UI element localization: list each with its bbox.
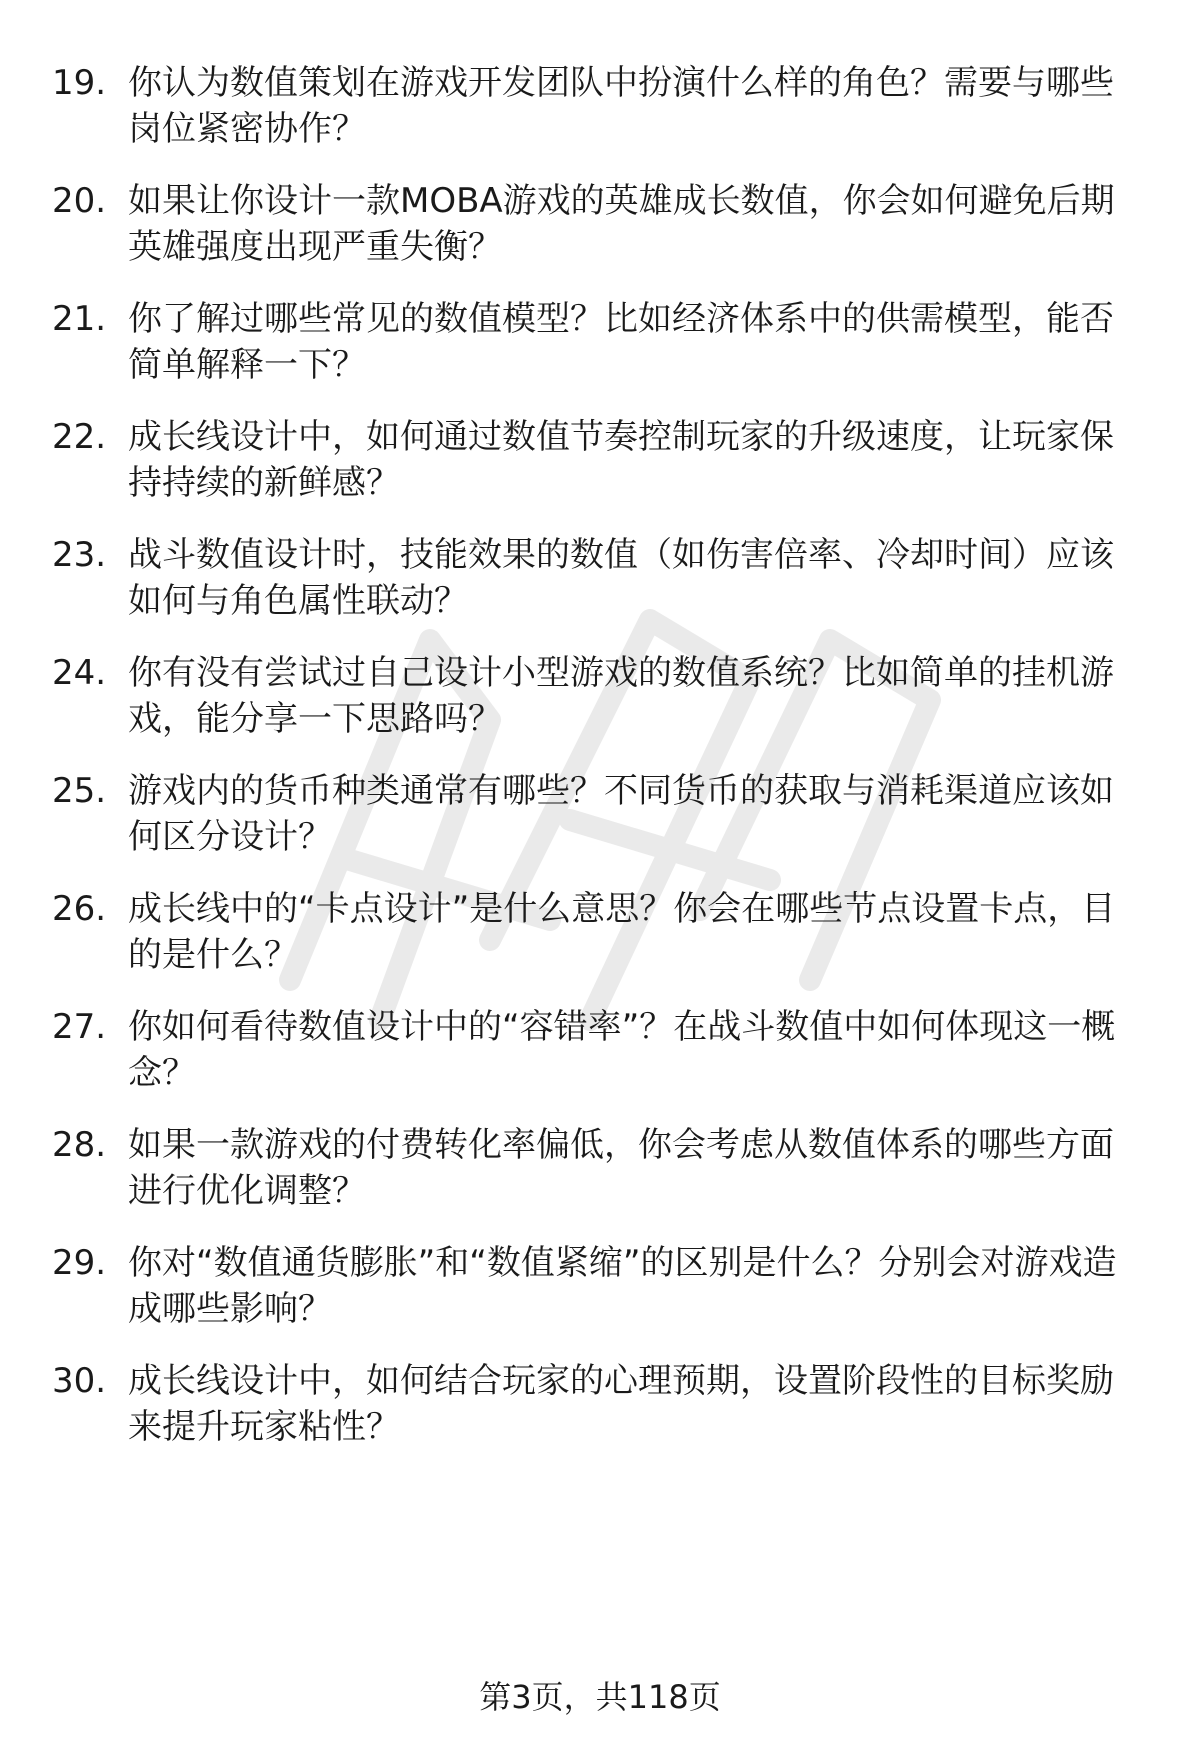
question-number: 25.	[52, 771, 107, 811]
question-number: 23.	[52, 535, 107, 575]
question-number: 24.	[52, 653, 107, 693]
question-text: 成长线中的“卡点设计”是什么意思？你会在哪些节点设置卡点，目的是什么？	[128, 889, 1116, 975]
question-number: 20.	[52, 181, 107, 221]
question-number: 21.	[52, 299, 107, 339]
question-text: 如果让你设计一款MOBA游戏的英雄成长数值，你会如何避免后期英雄强度出现严重失衡？	[128, 181, 1115, 267]
question-item	[0, 414, 1200, 534]
question-number: 30.	[52, 1361, 107, 1401]
question-item	[0, 886, 1200, 1006]
question-text: 你认为数值策划在游戏开发团队中扮演什么样的角色？需要与哪些岗位紧密协作？	[128, 63, 1114, 149]
question-number: 22.	[52, 417, 107, 457]
question-number: 26.	[52, 889, 107, 929]
question-number: 28.	[52, 1125, 107, 1165]
question-item	[0, 1240, 1200, 1360]
question-item	[0, 768, 1200, 888]
question-text: 成长线设计中，如何结合玩家的心理预期，设置阶段性的目标奖励来提升玩家粘性？	[128, 1361, 1114, 1447]
question-item	[0, 296, 1200, 416]
question-number: 19.	[52, 63, 107, 103]
question-text: 你了解过哪些常见的数值模型？比如经济体系中的供需模型，能否简单解释一下？	[128, 299, 1114, 385]
question-item	[0, 178, 1200, 298]
question-text: 成长线设计中，如何通过数值节奏控制玩家的升级速度，让玩家保持持续的新鲜感？	[128, 417, 1114, 503]
question-item	[0, 532, 1200, 652]
question-item	[0, 1358, 1200, 1478]
question-text: 你如何看待数值设计中的“容错率”？在战斗数值中如何体现这一概念？	[128, 1007, 1116, 1093]
question-text: 游戏内的货币种类通常有哪些？不同货币的获取与消耗渠道应该如何区分设计？	[128, 771, 1114, 857]
question-text: 你有没有尝试过自己设计小型游戏的数值系统？比如简单的挂机游戏，能分享一下思路吗？	[128, 653, 1114, 739]
question-number: 27.	[52, 1007, 107, 1047]
question-item	[0, 1004, 1200, 1124]
question-text: 如果一款游戏的付费转化率偏低，你会考虑从数值体系的哪些方面进行优化调整？	[128, 1125, 1114, 1211]
question-text: 战斗数值设计时，技能效果的数值（如伤害倍率、冷却时间）应该如何与角色属性联动？	[128, 535, 1114, 621]
question-text: 你对“数值通货膨胀”和“数值紧缩”的区别是什么？分别会对游戏造成哪些影响？	[128, 1243, 1117, 1329]
page-footer: 第3页，共118页	[479, 1678, 721, 1716]
question-item	[0, 60, 1200, 180]
question-number: 29.	[52, 1243, 107, 1283]
question-item	[0, 1122, 1200, 1242]
question-item	[0, 650, 1200, 770]
